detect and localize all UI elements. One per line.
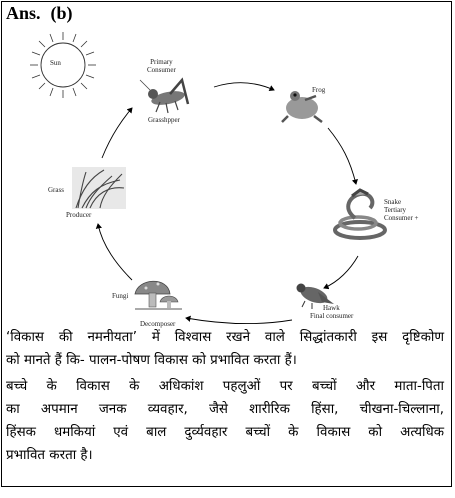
fungi-role-label: Decomposer [140, 320, 176, 328]
sun-label: Sun [50, 59, 61, 67]
arrow-hawk-to-fungi [186, 318, 292, 324]
food-chain-graphic [20, 30, 440, 340]
explanation-line-2: को मानते हैं कि- पालन-पोषण विकास को प्रभावित करता हैं। [6, 353, 297, 368]
grasshopper-role-label: Primary Consumer [147, 58, 176, 74]
answer-option: (b) [50, 3, 73, 23]
hawk-name-label: Hawk [323, 304, 340, 312]
grasshopper-name-label: Grasshpper [148, 116, 180, 124]
arrow-grass-to-grasshopper [102, 108, 132, 158]
answer-prefix: Ans. [6, 3, 41, 23]
frog-icon [282, 91, 322, 122]
snake-role-label: Tertiary Consumer + [384, 206, 419, 222]
explanation-line-5: हिंसक धमकियां एवं बाल दुर्व्यवहार बच्चों के विकास को अत्यधिक [6, 425, 444, 440]
explanation-line-3: बच्चे के विकास के अधिकांश पहलुओं पर बच्चों और माता-पिता [6, 379, 444, 394]
snake-name-label: Snake [384, 198, 402, 206]
grass-role-label: Producer [66, 211, 92, 219]
arrow-grasshopper-to-frog [214, 83, 274, 90]
food-chain-diagram [20, 30, 440, 340]
explanation-line-1: ‘विकास की नमनीयता’ में विश्वास रखने वाले सिद्धांतकारी इस दृष्टिकोण [6, 330, 444, 345]
explanation-line-6: प्रभावित करता है। [6, 448, 93, 463]
grasshopper-icon [140, 80, 188, 113]
fungi-icon [135, 281, 182, 309]
snake-icon [335, 190, 385, 238]
grass-icon [72, 167, 126, 209]
frog-label: Frog [312, 86, 326, 94]
fungi-name-label: Fungi [112, 292, 129, 300]
grass-name-label: Grass [48, 186, 64, 194]
answer-heading [6, 3, 73, 24]
arrow-snake-to-hawk [324, 256, 358, 288]
arrow-fungi-to-grass [98, 224, 132, 280]
explanation-line-4: का अपमान जनक व्यवहार, जैसे शारीरिक हिंसा, चीखना-चिल्लाना, [6, 402, 444, 417]
hawk-role-label: Final consumer [310, 312, 354, 320]
sun-icon [30, 32, 96, 98]
arrow-frog-to-snake [328, 128, 356, 184]
